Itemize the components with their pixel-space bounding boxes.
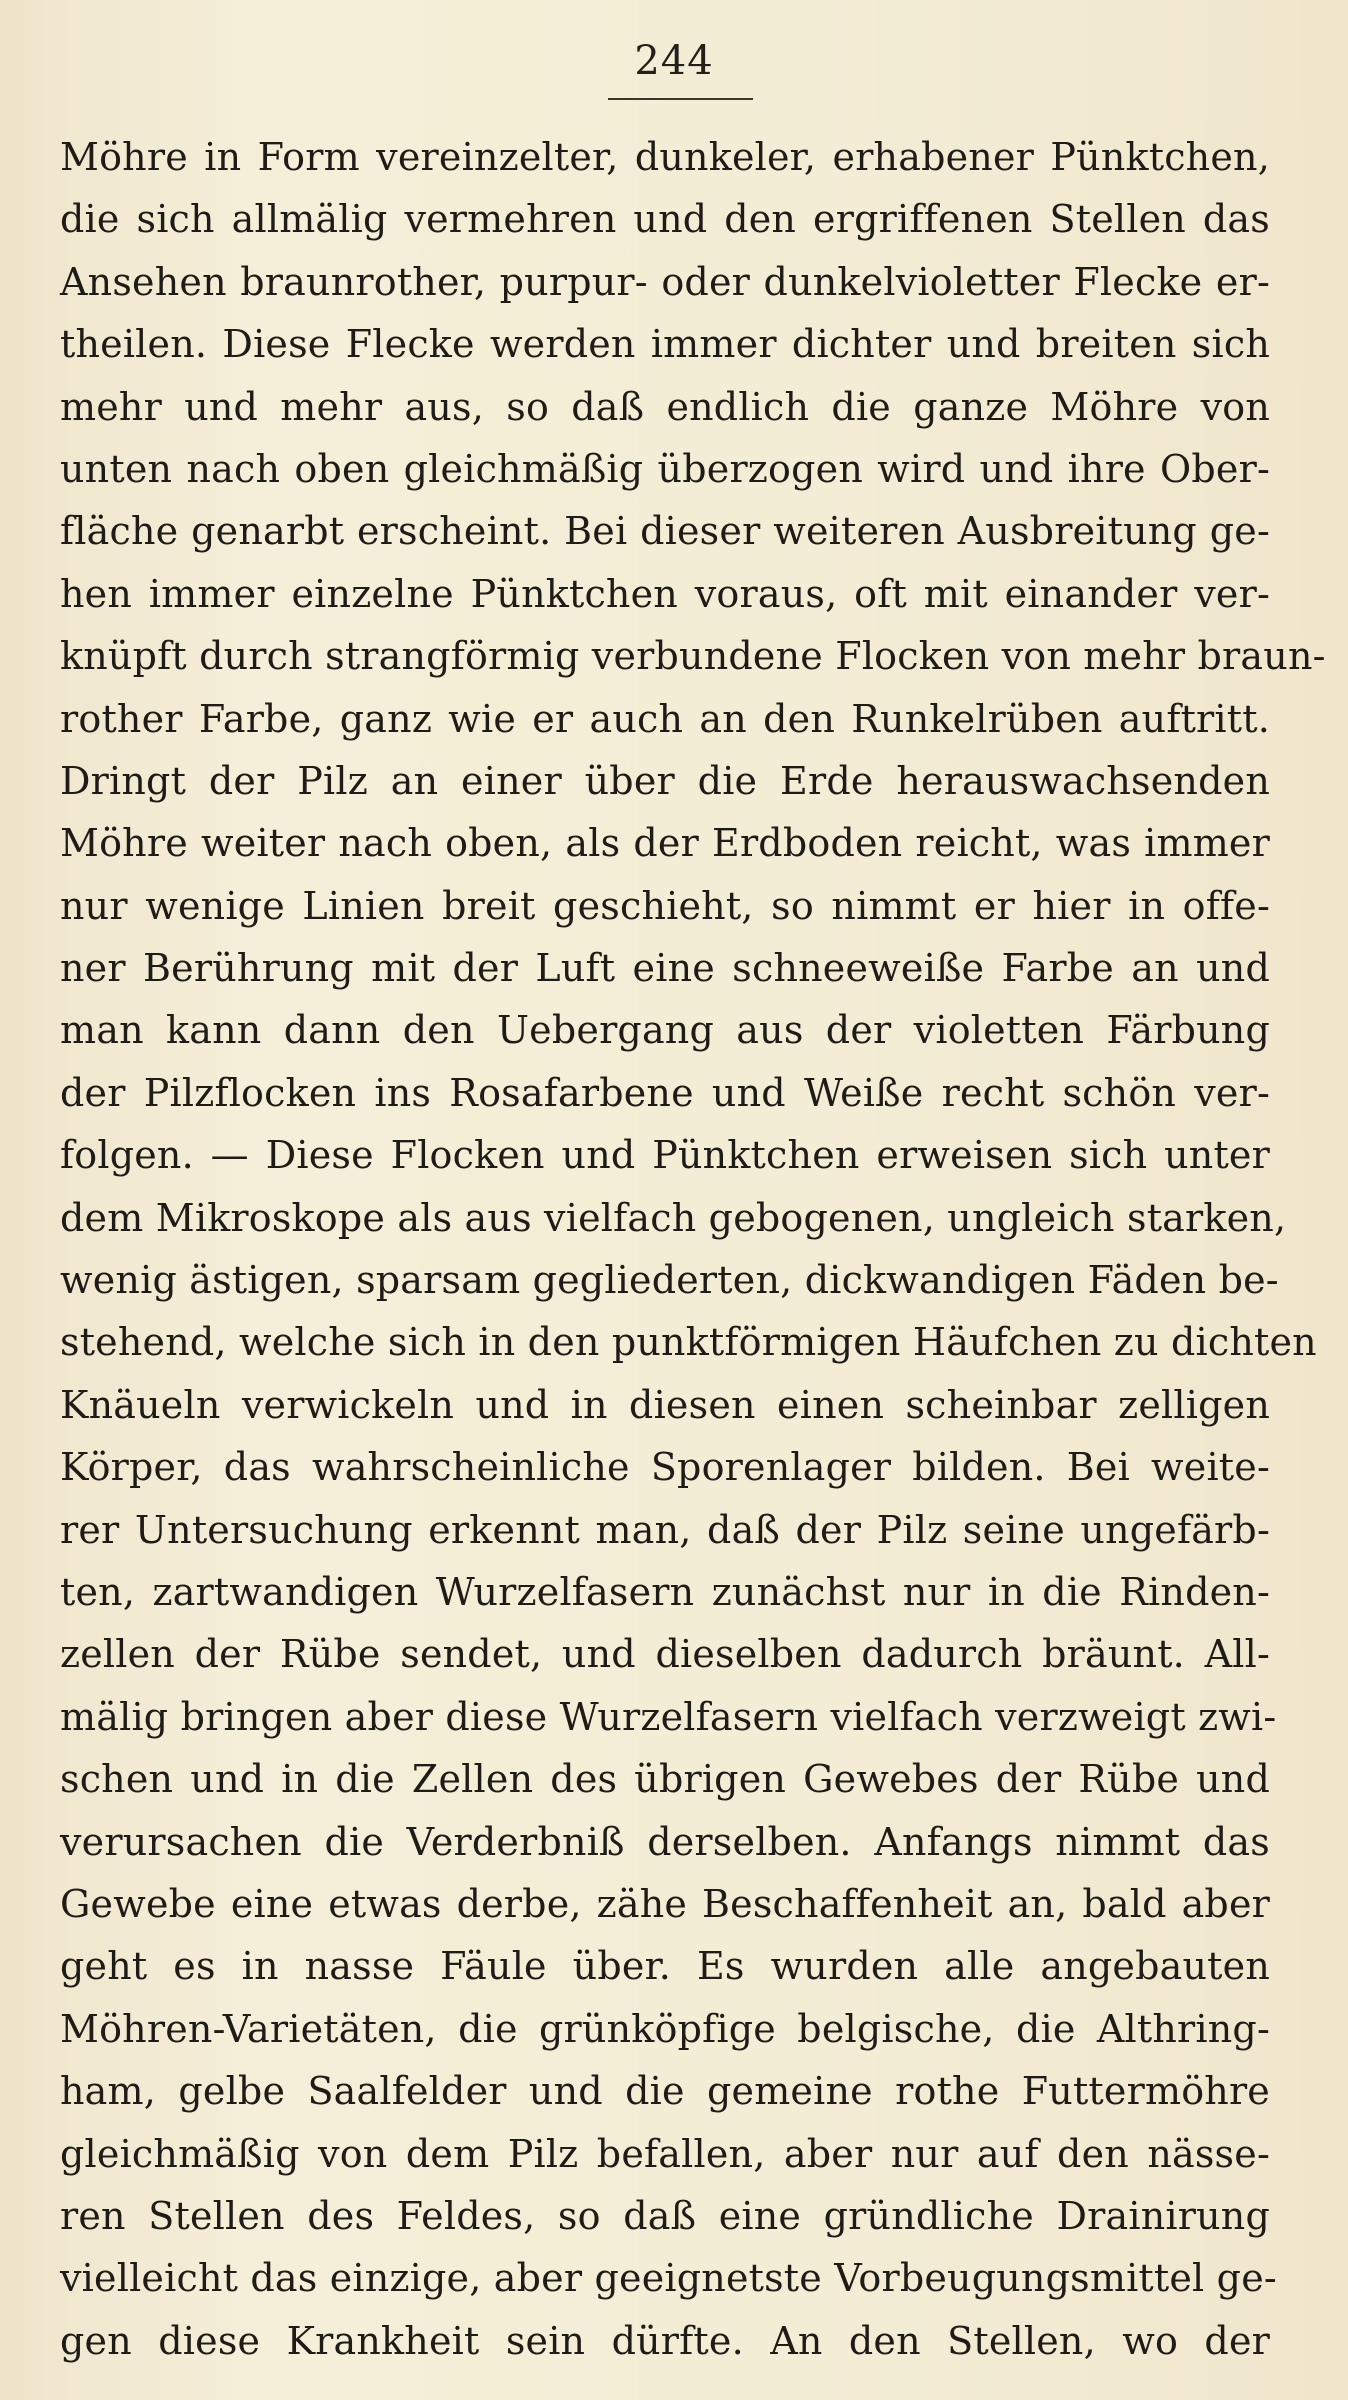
text-line: vielleicht das einzige, aber geeignetste Vorbeugungsmittel ge- xyxy=(60,2256,1277,2301)
text-line: der Pilzflocken ins Rosafarbene und Weiße recht schön ver- xyxy=(60,1070,1270,1115)
text-line: rother Farbe, ganz wie er auch an den Runkelrüben auftritt. xyxy=(60,696,1270,741)
text-line: gleichmäßig von dem Pilz befallen, aber nur auf den nässe- xyxy=(60,2131,1270,2176)
header-rule xyxy=(608,98,753,100)
text-line: die sich allmälig vermehren und den ergriffenen Stellen das xyxy=(60,197,1270,242)
text-line: zellen der Rübe sendet, und dieselben dadurch bräunt. All- xyxy=(60,1632,1270,1677)
text-line: ren Stellen des Feldes, so daß eine gründliche Drainirung xyxy=(60,2193,1270,2238)
text-line: Ansehen braunrother, purpur- oder dunkelvioletter Flecke er- xyxy=(60,259,1270,304)
text-line: Möhre weiter nach oben, als der Erdboden reicht, was immer xyxy=(60,821,1270,866)
text-line: geht es in nasse Fäule über. Es wurden alle angebauten xyxy=(60,1944,1270,1989)
text-line: Dringt der Pilz an einer über die Erde herauswachsenden xyxy=(60,758,1270,803)
text-line: fläche genarbt erscheint. Bei dieser weiteren Ausbreitung ge- xyxy=(60,509,1270,554)
text-line: theilen. Diese Flecke werden immer dichter und breiten sich xyxy=(60,322,1270,367)
text-line: man kann dann den Uebergang aus der violetten Färbung xyxy=(60,1008,1270,1053)
text-line: ham, gelbe Saalfelder und die gemeine rothe Futtermöhre xyxy=(60,2069,1270,2114)
text-line: Möhren-Varietäten, die grünköpfige belgische, die Althring- xyxy=(60,2006,1270,2051)
text-line: verursachen die Verderbniß derselben. Anfangs nimmt das xyxy=(60,1819,1270,1864)
text-line: gen diese Krankheit sein dürfte. An den Stellen, wo der xyxy=(60,2318,1270,2363)
page-number: 244 xyxy=(634,38,714,84)
text-line: Körper, das wahrscheinliche Sporenlager bilden. Bei weite- xyxy=(60,1445,1270,1490)
text-line: nur wenige Linien breit geschieht, so nimmt er hier in offe- xyxy=(60,883,1270,928)
text-line: Gewebe eine etwas derbe, zähe Beschaffenheit an, bald aber xyxy=(60,1881,1270,1926)
text-line: Möhre in Form vereinzelter, dunkeler, erhabener Pünktchen, xyxy=(60,135,1270,179)
text-line: knüpft durch strangförmig verbundene Flocken von mehr braun- xyxy=(60,634,1326,679)
text-line: schen und in die Zellen des übrigen Gewebes der Rübe und xyxy=(60,1757,1270,1802)
text-line: unten nach oben gleichmäßig überzogen wird und ihre Ober- xyxy=(60,446,1270,491)
text-line: mehr und mehr aus, so daß endlich die ganze Möhre von xyxy=(60,384,1270,429)
text-line: folgen. — Diese Flocken und Pünktchen erweisen sich unter xyxy=(60,1133,1270,1178)
text-line: rer Untersuchung erkennt man, daß der Pilz seine ungefärb- xyxy=(60,1507,1270,1552)
body-text xyxy=(60,126,1326,2372)
text-line: ner Berührung mit der Luft eine schneeweiße Farbe an und xyxy=(60,946,1270,991)
text-line: mälig bringen aber diese Wurzelfasern vielfach verzweigt zwi- xyxy=(60,1694,1277,1739)
text-line: ten, zartwandigen Wurzelfasern zunächst nur in die Rinden- xyxy=(60,1569,1270,1614)
text-line: stehend, welche sich in den punktförmigen Häufchen zu dichten xyxy=(60,1320,1317,1365)
text-line: hen immer einzelne Pünktchen voraus, oft mit einander ver- xyxy=(60,571,1270,616)
text-line: Knäueln verwickeln und in diesen einen scheinbar zelligen xyxy=(60,1382,1270,1427)
text-line: wenig ästigen, sparsam gegliederten, dickwandigen Fäden be- xyxy=(60,1258,1279,1303)
text-line: dem Mikroskope als aus vielfach gebogenen, ungleich starken, xyxy=(60,1195,1287,1240)
